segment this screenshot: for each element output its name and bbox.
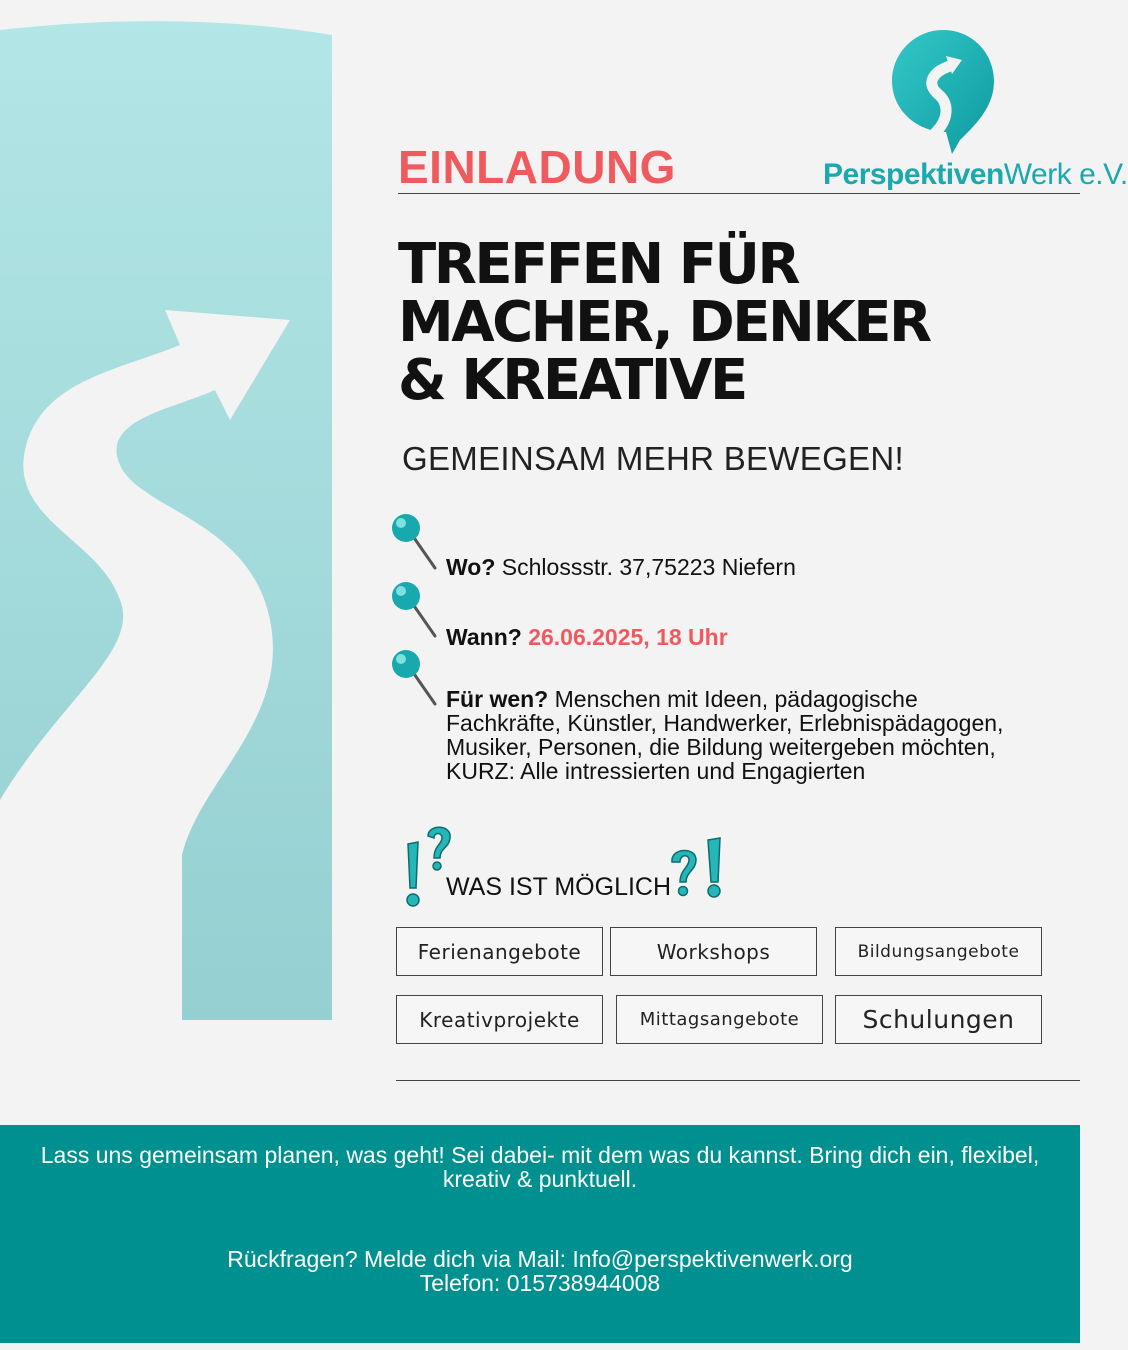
tag-workshops: Workshops [610, 927, 817, 976]
tag-ferienangebote: Ferienangebote [396, 927, 603, 976]
title-line: & KREATIVE [398, 348, 746, 413]
where-info: Wo? Schlossstr. 37,75223 Niefern [446, 554, 796, 580]
pushpin-icon [390, 580, 438, 642]
tag-bildungsangebote: Bildungsangebote [835, 927, 1042, 976]
tag-schulungen: Schulungen [835, 995, 1042, 1044]
tag-mittagsangebote: Mittagsangebote [616, 995, 823, 1044]
tag-kreativprojekte: Kreativprojekte [396, 995, 603, 1044]
audience-info: Für wen? Menschen mit Ideen, pädagogische Fachkräfte, Künstler, Handwerker, Erlebnispädagogen, Musiker, Personen, die Bildung weitergeben möchten, KURZ: Alle intressierten und Engagierten [446, 686, 1004, 784]
winding-road-arrow-icon [0, 0, 332, 1125]
when-info: Wann? 26.06.2025, 18 Uhr [446, 624, 728, 650]
question-exclamation-icon [668, 834, 730, 900]
brand-name: PerspektivenWerk e.V. [823, 158, 1128, 191]
possibilities-title: WAS IST MÖGLICH [446, 873, 672, 901]
footer-banner [0, 1125, 1080, 1343]
divider [398, 193, 1080, 194]
contact-phone[interactable]: Telefon: 015738944008 [419, 1270, 661, 1296]
pushpin-icon [390, 648, 438, 710]
footer-message: Lass uns gemeinsam planen, was geht! Sei dabei- mit dem was du kannst. Bring dich ein, flexibel, kreativ & punktuell. [40, 1142, 1040, 1192]
contact-email[interactable]: Rückfragen? Melde dich via Mail: Info@perspektivenwerk.org [227, 1246, 853, 1272]
decorative-road-panel [0, 0, 332, 1125]
invitation-label: EINLADUNG [398, 141, 676, 193]
page-title [398, 232, 1058, 413]
title-line: MACHER, DENKER [398, 290, 930, 355]
title-line: TREFFEN FÜR [398, 232, 799, 297]
logo-speech-bubble-icon [890, 28, 996, 156]
footer-contact [0, 1247, 1080, 1295]
divider [396, 1080, 1080, 1081]
subtitle: GEMEINSAM MEHR BEWEGEN! [402, 440, 904, 477]
brand-logo [820, 28, 1128, 198]
pushpin-icon [390, 512, 438, 574]
